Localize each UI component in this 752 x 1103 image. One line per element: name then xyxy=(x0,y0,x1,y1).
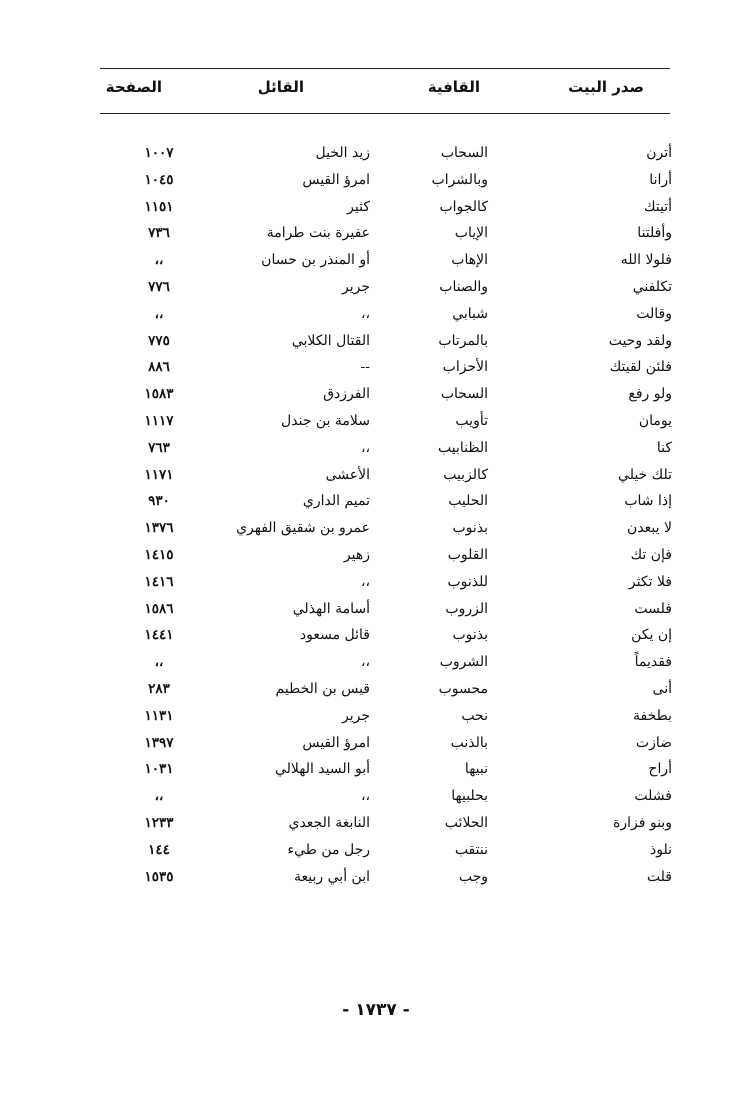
table-row xyxy=(0,515,752,542)
cell-page: ١٠٤٥ xyxy=(144,171,174,188)
header-qafiya: القافية xyxy=(427,78,480,96)
table-row xyxy=(0,730,752,757)
cell-qafiya: وبالشراب xyxy=(431,171,488,188)
table-row xyxy=(0,220,752,247)
cell-qafiya: نحب xyxy=(461,707,488,724)
cell-sadr: أترن xyxy=(646,145,672,161)
cell-qafiya: السحاب xyxy=(440,386,488,403)
header-page: الصفحة xyxy=(105,78,162,96)
cell-qail: امرؤ القيس xyxy=(302,171,370,188)
cell-qail: -- xyxy=(360,359,370,376)
cell-sadr: وبنو فزارة xyxy=(613,814,672,831)
cell-sadr: وقالت xyxy=(636,305,672,322)
cell-sadr: فلولا الله xyxy=(620,252,672,269)
cell-page: ١٣٩٧ xyxy=(144,734,174,751)
table-row xyxy=(0,167,752,194)
cell-qail: امرؤ القيس xyxy=(302,734,370,751)
table-row xyxy=(0,435,752,462)
cell-qail: النابغة الجعدي xyxy=(288,814,370,831)
cell-qafiya: الأحزاب xyxy=(442,359,488,376)
cell-sadr: قلت xyxy=(646,868,672,885)
table-row xyxy=(0,756,752,783)
cell-qail: كثير xyxy=(347,198,370,215)
cell-qafiya: وجب xyxy=(458,868,488,885)
cell-qail: ،، xyxy=(360,305,370,322)
cell-qail: ابن أبي ربيعة xyxy=(294,868,370,885)
cell-sadr: وأفلتنا xyxy=(637,225,672,242)
cell-qafiya: للذنوب xyxy=(447,573,488,590)
index-table-body xyxy=(0,140,752,890)
cell-qail: ،، xyxy=(360,439,370,456)
cell-qafiya: والصناب xyxy=(439,278,488,295)
table-header xyxy=(0,74,752,104)
cell-sadr: إن يكن xyxy=(631,627,672,644)
cell-sadr: أتيتك xyxy=(643,198,672,215)
page-number: - ١٧٣٧ - xyxy=(342,1000,410,1020)
table-row xyxy=(0,462,752,489)
cell-qail: ،، xyxy=(360,573,370,590)
cell-sadr: تلك خيلي xyxy=(618,466,672,483)
cell-qail: رجل من طيء xyxy=(287,841,370,858)
cell-page: ٧٧٦ xyxy=(148,278,170,295)
cell-page: ١٠٣١ xyxy=(144,761,174,778)
table-row xyxy=(0,783,752,810)
cell-sadr: فلئن لقيتك xyxy=(609,359,672,376)
cell-qafiya: بالمرتاب xyxy=(438,332,488,349)
cell-sadr: أراح xyxy=(648,761,672,778)
cell-page: ١١٥١ xyxy=(144,198,174,215)
cell-page: ١١٧١ xyxy=(144,466,174,483)
cell-qafiya: كالجواب xyxy=(439,198,488,215)
cell-sadr: فقديماً xyxy=(634,654,672,671)
table-row xyxy=(0,864,752,891)
cell-page: ١٤١٥ xyxy=(144,546,174,563)
cell-qafiya: نبيها xyxy=(464,761,488,778)
cell-sadr: ولو رفع xyxy=(628,386,672,403)
table-row xyxy=(0,140,752,167)
cell-page: ،، xyxy=(154,788,164,805)
cell-sadr: ضازت xyxy=(635,734,672,751)
cell-page: ١١٣١ xyxy=(144,707,174,724)
cell-qail: ،، xyxy=(360,654,370,671)
cell-qafiya: بحلبيها xyxy=(451,788,488,805)
cell-sadr: فلا تكثر xyxy=(628,573,672,590)
cell-qafiya: القلوب xyxy=(447,546,488,563)
table-row xyxy=(0,542,752,569)
cell-page: ٧٦٣ xyxy=(148,439,170,456)
cell-qail: أبو السيد الهلالي xyxy=(274,761,370,778)
table-row xyxy=(0,354,752,381)
table-row xyxy=(0,408,752,435)
cell-page: ١٠٠٧ xyxy=(144,145,174,161)
cell-qafiya: الحلائب xyxy=(444,814,488,831)
table-row xyxy=(0,837,752,864)
cell-qail: القتال الكلابي xyxy=(291,332,370,349)
cell-page: ١٥٨٦ xyxy=(144,600,174,617)
cell-page: ٧٣٦ xyxy=(148,225,170,242)
cell-qail: ،، xyxy=(360,788,370,805)
table-row xyxy=(0,703,752,730)
cell-qail: أو المنذر بن حسان xyxy=(261,252,370,269)
table-row xyxy=(0,274,752,301)
cell-page: ٩٣٠ xyxy=(148,493,170,510)
cell-qail: قائل مسعود xyxy=(299,627,370,644)
cell-qafiya: الإهاب xyxy=(451,252,488,269)
table-row xyxy=(0,676,752,703)
table-row xyxy=(0,194,752,221)
cell-qafiya: شبابي xyxy=(452,305,488,322)
cell-qail: جرير xyxy=(342,278,370,295)
table-row xyxy=(0,488,752,515)
cell-page: ١٥٨٣ xyxy=(144,386,174,403)
cell-page: ١٥٣٥ xyxy=(144,868,174,885)
cell-qail: سلامة بن جندل xyxy=(281,412,370,429)
cell-sadr: بطخفة xyxy=(632,707,672,724)
cell-sadr: فلست xyxy=(634,600,672,617)
cell-qafiya: بالذنب xyxy=(450,734,488,751)
table-row xyxy=(0,301,752,328)
cell-page: ١٤٤ xyxy=(148,841,170,858)
cell-qail: تميم الداري xyxy=(302,493,370,510)
table-row xyxy=(0,328,752,355)
cell-qail: جرير xyxy=(342,707,370,724)
header-top-rule xyxy=(100,68,670,69)
table-row xyxy=(0,569,752,596)
cell-qafiya: ننتقب xyxy=(454,841,488,858)
cell-qafiya: محسوب xyxy=(438,680,488,697)
cell-sadr: تكلفني xyxy=(632,278,672,295)
cell-qail: عمرو بن شقيق الفهري xyxy=(236,520,370,537)
cell-qafiya: بذنوب xyxy=(452,520,488,537)
cell-page: ١١١٧ xyxy=(144,412,174,429)
cell-page: ١٤٤١ xyxy=(144,627,174,644)
cell-page: ،، xyxy=(154,305,164,322)
cell-qail: زهير xyxy=(343,546,370,563)
cell-sadr: فإن تك xyxy=(630,546,672,563)
cell-page: ٧٧٥ xyxy=(148,332,170,349)
cell-qail: الأعشى xyxy=(325,466,370,483)
cell-page: ١٤١٦ xyxy=(144,573,174,590)
cell-qail: قيس بن الخطيم xyxy=(275,680,370,697)
cell-page: ١٢٣٣ xyxy=(144,814,174,831)
cell-page: ١٣٧٦ xyxy=(144,520,174,537)
cell-sadr: فشلت xyxy=(634,788,672,805)
cell-qafiya: بذنوب xyxy=(452,627,488,644)
cell-page: ،، xyxy=(154,654,164,671)
cell-qafiya: الظنابيب xyxy=(438,439,488,456)
table-row xyxy=(0,381,752,408)
cell-page: ٢٨٣ xyxy=(148,680,170,697)
cell-qafiya: كالزبيب xyxy=(443,466,488,483)
cell-sadr: ولقد وحيت xyxy=(608,332,672,349)
table-row xyxy=(0,810,752,837)
cell-qafiya: السحاب xyxy=(440,145,488,161)
header-sadr: صدر البيت xyxy=(568,78,644,96)
cell-qafiya: الزروب xyxy=(445,600,488,617)
cell-qail: أسامة الهذلي xyxy=(292,600,370,617)
cell-sadr: لا يبعدن xyxy=(627,520,672,537)
cell-qafiya: الإياب xyxy=(454,225,488,242)
table-row xyxy=(0,596,752,623)
cell-qail: زيد الخيل xyxy=(315,145,370,161)
cell-sadr: يومان xyxy=(638,412,672,429)
cell-page: ٨٨٦ xyxy=(148,359,170,376)
cell-qail: الفرزدق xyxy=(323,386,370,403)
cell-sadr: كنا xyxy=(656,439,672,456)
table-row xyxy=(0,247,752,274)
header-bottom-rule xyxy=(100,113,670,114)
table-row xyxy=(0,622,752,649)
cell-page: ،، xyxy=(154,252,164,269)
table-row xyxy=(0,649,752,676)
header-qail: القائل xyxy=(257,78,304,96)
cell-sadr: أرانا xyxy=(649,171,672,188)
cell-qafiya: الحليب xyxy=(448,493,488,510)
cell-qafiya: الشروب xyxy=(439,654,488,671)
cell-sadr: أنى xyxy=(652,680,672,697)
cell-sadr: إذا شاب xyxy=(624,493,672,510)
cell-sadr: نلوذ xyxy=(650,841,672,858)
cell-qail: عفيرة بنت طرامة xyxy=(266,225,370,242)
cell-qafiya: تأويب xyxy=(455,412,488,429)
